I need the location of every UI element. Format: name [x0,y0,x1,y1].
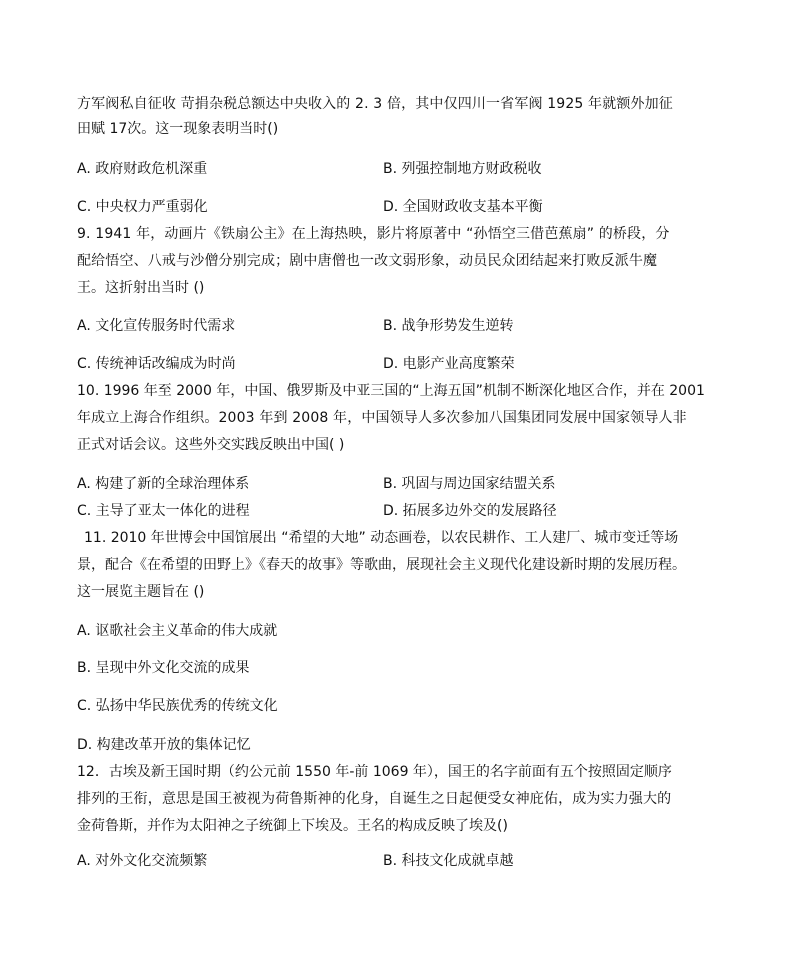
q12-option-a[interactable]: A. 对外文化交流频繁 [77,853,208,869]
q12-stem-line-1: 12．古埃及新王国时期（约公元前 1550 年-前 1069 年），国王的名字前面有五个按照固定顺序 [77,764,672,780]
q10-option-b[interactable]: B. 巩固与周边国家结盟关系 [383,476,556,492]
q11-stem-line-2: 景，配合《在希望的田野上》《春天的故事》等歌曲，展现社会主义现代化建设新时期的发展历程。 [77,557,686,573]
q11-option-a[interactable]: A. 讴歌社会主义革命的伟大成就 [77,623,278,639]
q8-option-a[interactable]: A. 政府财政危机深重 [77,161,208,177]
q12-stem-line-2: 排列的王衔，意思是国王被视为荷鲁斯神的化身，自诞生之日起便受女神庇佑，成为实力强大的 [77,791,672,807]
q9-option-c[interactable]: C. 传统神话改编成为时尚 [77,356,236,372]
q8-option-d[interactable]: D. 全国财政收支基本平衡 [383,199,543,215]
q8-option-c[interactable]: C. 中央权力严重弱化 [77,199,208,215]
q11-option-d[interactable]: D. 构建改革开放的集体记忆 [77,737,251,753]
q8-stem-line-2: 田赋 17次。这一现象表明当时() [77,121,279,137]
q10-option-d[interactable]: D. 拓展多边外交的发展路径 [383,503,557,519]
q11-option-c[interactable]: C. 弘扬中华民族优秀的传统文化 [77,698,278,714]
q10-option-c[interactable]: C. 主导了亚太一体化的进程 [77,503,250,519]
q8-option-b[interactable]: B. 列强控制地方财政税收 [383,161,542,177]
q12-stem-line-3: 金荷鲁斯，并作为太阳神之子统御上下埃及。王名的构成反映了埃及() [77,818,508,834]
q9-stem-line-3: 王。这折射出当时 () [77,280,205,296]
q9-option-a[interactable]: A. 文化宣传服务时代需求 [77,318,236,334]
q9-stem-line-2: 配给悟空、八戒与沙僧分别完成；剧中唐僧也一改文弱形象，动员民众团结起来打败反派牛魔 [77,253,658,269]
q10-stem-line-1: 10. 1996 年至 2000 年，中国、俄罗斯及中亚三国的“上海五国”机制不断深化地区合作，并在 2001 [77,383,705,399]
q12-option-b[interactable]: B. 科技文化成就卓越 [383,853,514,869]
q9-option-d[interactable]: D. 电影产业高度繁荣 [383,356,515,372]
q11-stem-line-3: 这一展览主题旨在 () [77,584,205,600]
q10-stem-line-3: 正式对话会议。这些外交实践反映出中国( ) [77,437,345,453]
q9-option-b[interactable]: B. 战争形势发生逆转 [383,318,514,334]
q8-stem-line-1: 方军阀私自征收 苛捐杂税总额达中央收入的 2. 3 倍，其中仅四川一省军阀 1925 年就额外加征 [77,96,673,112]
q9-stem-line-1: 9. 1941 年，动画片《铁扇公主》在上海热映，影片将原著中 “孙悟空三借芭蕉扇” 的桥段，分 [77,226,670,242]
q11-stem-line-1: 11. 2010 年世博会中国馆展出 “希望的大地” 动态画卷，以农民耕作、工人建厂、城市变迁等场 [84,530,679,546]
q11-option-b[interactable]: B. 呈现中外文化交流的成果 [77,660,250,676]
q10-option-a[interactable]: A. 构建了新的全球治理体系 [77,476,250,492]
q10-stem-line-2: 年成立上海合作组织。2003 年到 2008 年，中国领导人多次参加八国集团同发展中国家领导人非 [77,410,687,426]
